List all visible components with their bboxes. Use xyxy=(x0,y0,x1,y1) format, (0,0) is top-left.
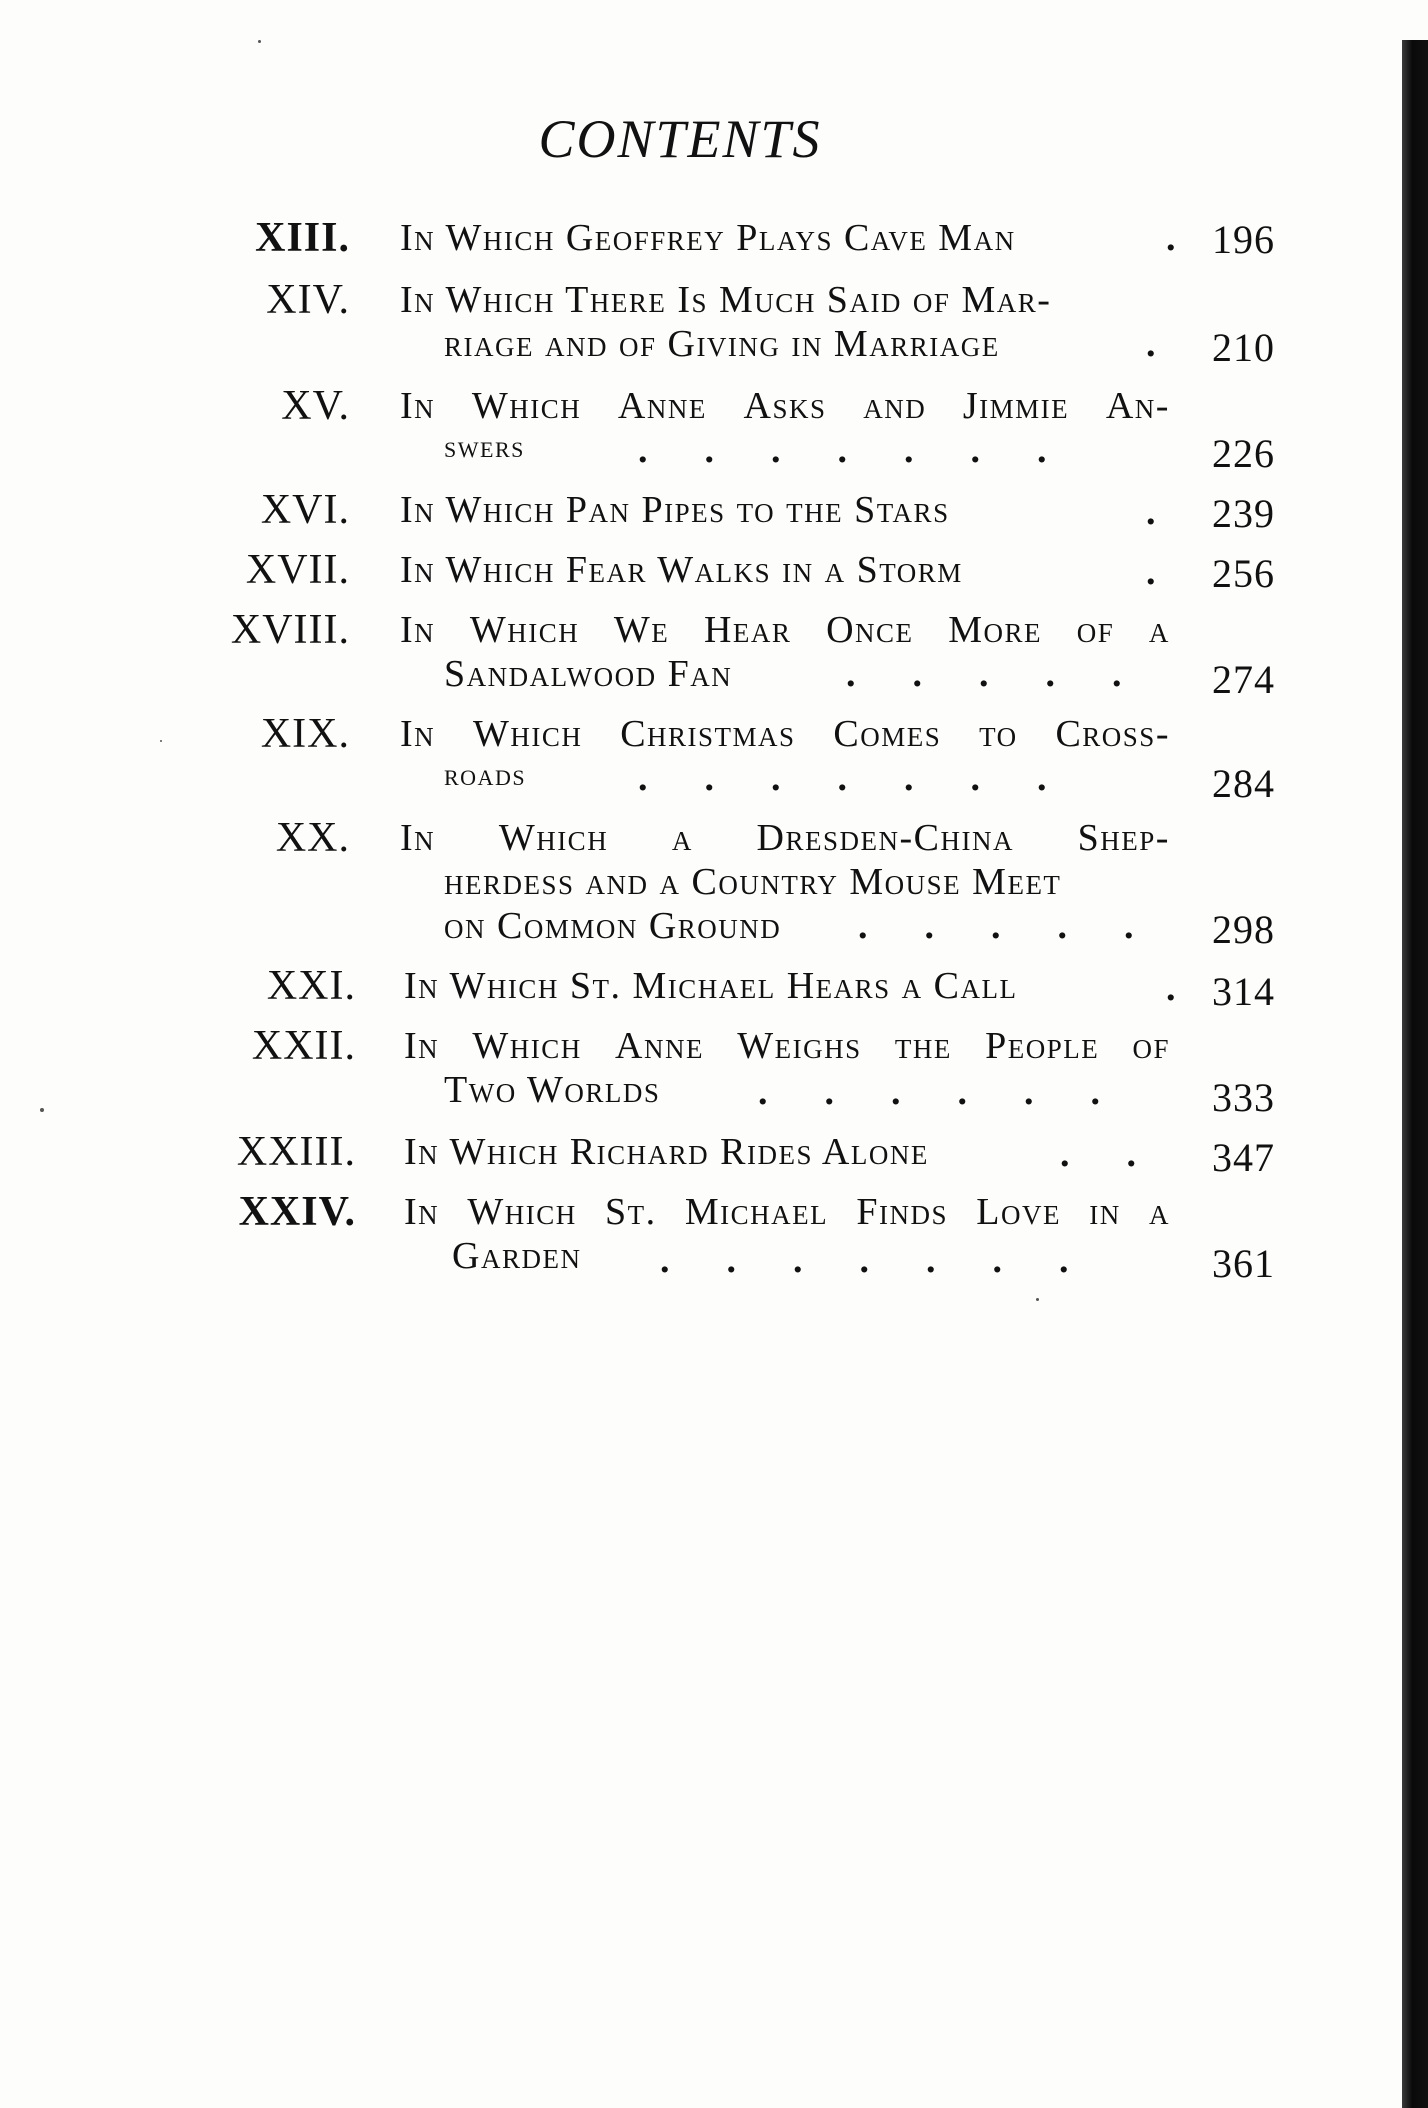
chapter-title-line: herdess and a Country Mouse Meet xyxy=(444,861,1062,903)
chapter-numeral: XIII. xyxy=(255,215,350,261)
page-number: 333 xyxy=(1212,1075,1275,1120)
chapter-numeral: XIX. xyxy=(260,711,350,757)
page-number: 298 xyxy=(1212,907,1275,952)
scan-speck xyxy=(258,40,261,43)
page-number: 347 xyxy=(1212,1135,1275,1180)
chapter-title-line: In Which a Dresden-China Shep- xyxy=(400,817,1170,859)
page-number: 361 xyxy=(1212,1241,1275,1286)
chapter-numeral: XXIII. xyxy=(236,1129,356,1175)
chapter-title-line: In Which Pan Pipes to the Stars xyxy=(400,489,950,531)
chapter-title-line: Garden xyxy=(452,1235,582,1277)
dot-leaders: . . . . . . . xyxy=(638,429,1047,471)
chapter-numeral: XVIII. xyxy=(230,607,350,653)
chapter-title-line: In Which We Hear Once More of a xyxy=(400,609,1170,651)
page-number: 226 xyxy=(1212,431,1275,476)
dot-leaders: . . xyxy=(1060,1133,1136,1175)
chapter-numeral: XVII. xyxy=(245,547,350,593)
chapter-numeral: XV. xyxy=(281,383,350,429)
chapter-title-line: In Which Richard Rides Alone xyxy=(404,1131,929,1173)
chapter-title-line: Two Worlds xyxy=(444,1069,661,1111)
page-number: 196 xyxy=(1212,217,1275,262)
dot-leaders: . . . . . . xyxy=(758,1071,1100,1113)
page-number: 274 xyxy=(1212,657,1275,702)
dot-leaders: . . . . . xyxy=(846,653,1122,695)
chapter-title-line: In Which Geoffrey Plays Cave Man xyxy=(400,217,1016,259)
chapter-title-line: In Which Christmas Comes to Cross- xyxy=(400,713,1170,755)
dot-leaders: . xyxy=(1146,491,1156,533)
page-number: 314 xyxy=(1212,969,1275,1014)
chapter-title-line: riage and of Giving in Marriage xyxy=(444,323,1000,365)
dot-leaders: . xyxy=(1166,967,1176,1009)
scan-speck xyxy=(40,1108,44,1112)
chapter-title-line: on Common Ground xyxy=(444,905,782,947)
chapter-title-line: Sandalwood Fan xyxy=(444,653,733,695)
chapter-title-line: In Which There Is Much Said of Mar- xyxy=(400,279,1052,321)
dot-leaders: . . . . . . . xyxy=(660,1239,1069,1281)
chapter-title-line: In Which St. Michael Hears a Call xyxy=(404,965,1018,1007)
chapter-numeral: XXI. xyxy=(266,963,356,1009)
page-number: 284 xyxy=(1212,761,1275,806)
dot-leaders: . . . . . . . xyxy=(638,757,1047,799)
chapter-numeral: XIV. xyxy=(266,277,350,323)
page-number: 239 xyxy=(1212,491,1275,536)
chapter-numeral: XXII. xyxy=(251,1023,356,1069)
dot-leaders: . xyxy=(1146,323,1156,365)
page-number: 210 xyxy=(1212,325,1275,370)
chapter-title-line: In Which Fear Walks in a Storm xyxy=(400,549,963,591)
chapter-numeral: XVI. xyxy=(260,487,350,533)
dot-leaders: . . . . . xyxy=(858,905,1134,947)
dot-leaders: . xyxy=(1146,551,1156,593)
scan-speck xyxy=(1036,1298,1039,1301)
chapter-numeral: XX. xyxy=(275,815,350,861)
page-number: 256 xyxy=(1212,551,1275,596)
chapter-numeral: XXIV. xyxy=(238,1189,356,1235)
chapter-title-line: swers xyxy=(444,428,525,464)
chapter-title-line: In Which Anne Asks and Jimmie An- xyxy=(400,385,1170,427)
scan-speck xyxy=(160,740,162,742)
page-title: CONTENTS xyxy=(538,109,822,169)
chapter-title-line: In Which Anne Weighs the People of xyxy=(404,1025,1170,1067)
chapter-title-line: In Which St. Michael Finds Love in a xyxy=(404,1191,1170,1233)
chapter-title-line: roads xyxy=(444,756,527,792)
binding-edge xyxy=(1402,40,1428,2108)
dot-leaders: . xyxy=(1166,217,1176,259)
